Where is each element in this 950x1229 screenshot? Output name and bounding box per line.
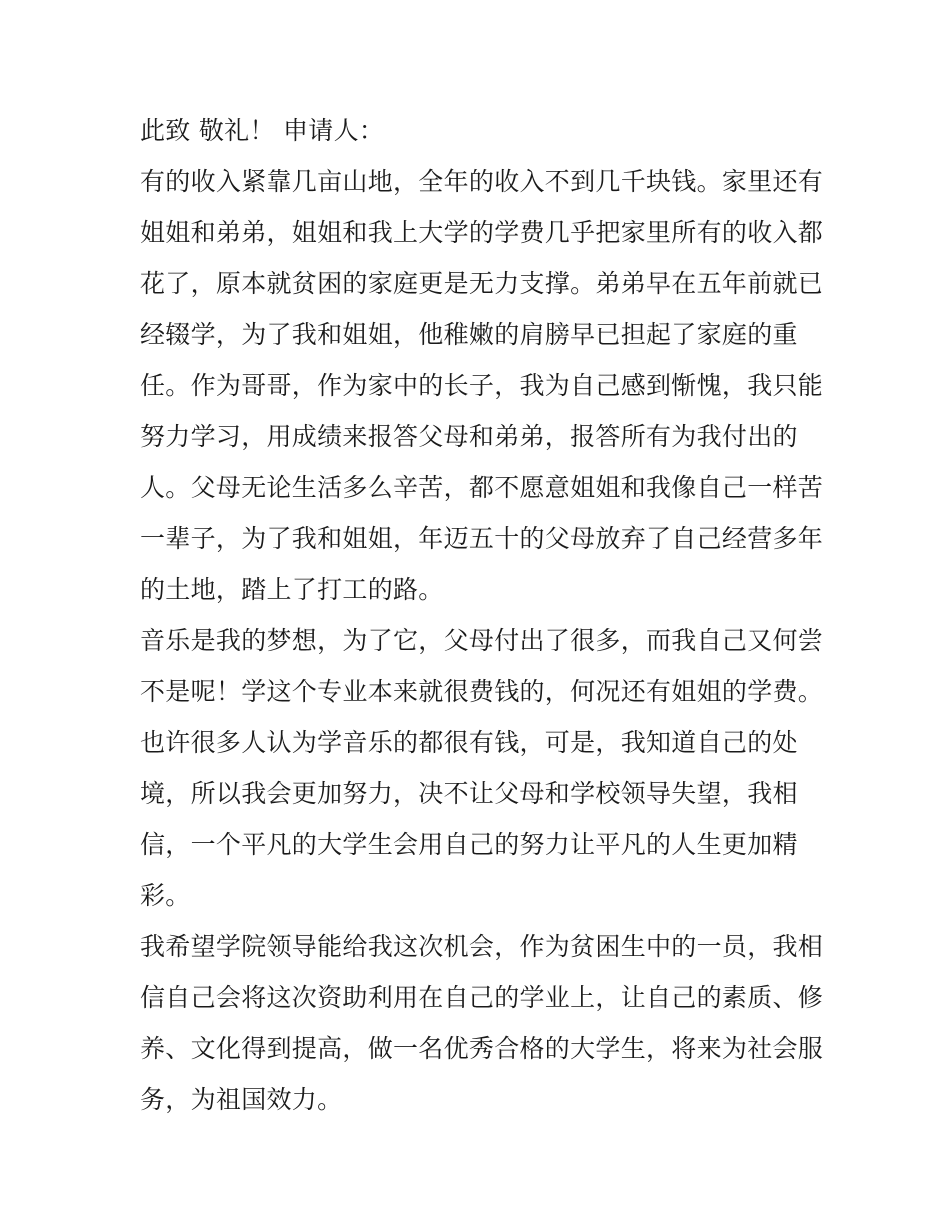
- text-line: 信自己会将这次资助利用在自己的学业上，让自己的素质、修: [140, 983, 824, 1012]
- text-line: 的土地，踏上了打工的路。: [140, 575, 444, 604]
- text-line: 任。作为哥哥，作为家中的长子，我为自己感到惭愧，我只能: [140, 371, 824, 400]
- text-line: 境，所以我会更加努力，决不让父母和学校领导失望，我相: [140, 779, 798, 808]
- text-line: 彩。: [140, 881, 191, 910]
- text-line: 音乐是我的梦想，为了它，父母付出了很多，而我自己又何尝: [140, 626, 824, 655]
- text-line: 一辈子，为了我和姐姐，年迈五十的父母放弃了自己经营多年: [140, 524, 824, 553]
- text-line: 有的收入紧靠几亩山地，全年的收入不到几千块钱。家里还有: [140, 167, 824, 196]
- text-line: 也许很多人认为学音乐的都很有钱，可是，我知道自己的处: [140, 728, 798, 757]
- text-line: 务，为祖国效力。: [140, 1085, 343, 1114]
- text-line: 我希望学院领导能给我这次机会，作为贫困生中的一员，我相: [140, 932, 824, 961]
- text-line: 姐姐和弟弟，姐姐和我上大学的学费几乎把家里所有的收入都: [140, 218, 824, 247]
- text-line: 不是呢！学这个专业本来就很费钱的，何况还有姐姐的学费。: [140, 677, 824, 706]
- text-line: 养、文化得到提高，做一名优秀合格的大学生，将来为社会服: [140, 1034, 824, 1063]
- text-line: 信，一个平凡的大学生会用自己的努力让平凡的人生更加精: [140, 830, 798, 859]
- text-line: 人。父母无论生活多么辛苦，都不愿意姐姐和我像自己一样苦: [140, 473, 824, 502]
- text-line: 花了，原本就贫困的家庭更是无力支撑。弟弟早在五年前就已: [140, 269, 824, 298]
- text-line: 努力学习，用成绩来报答父母和弟弟，报答所有为我付出的: [140, 422, 798, 451]
- text-line: 此致 敬礼！ 申请人：: [140, 116, 385, 145]
- text-line: 经辍学，为了我和姐姐，他稚嫩的肩膀早已担起了家庭的重: [140, 320, 798, 349]
- document-page: [140, 105, 824, 1125]
